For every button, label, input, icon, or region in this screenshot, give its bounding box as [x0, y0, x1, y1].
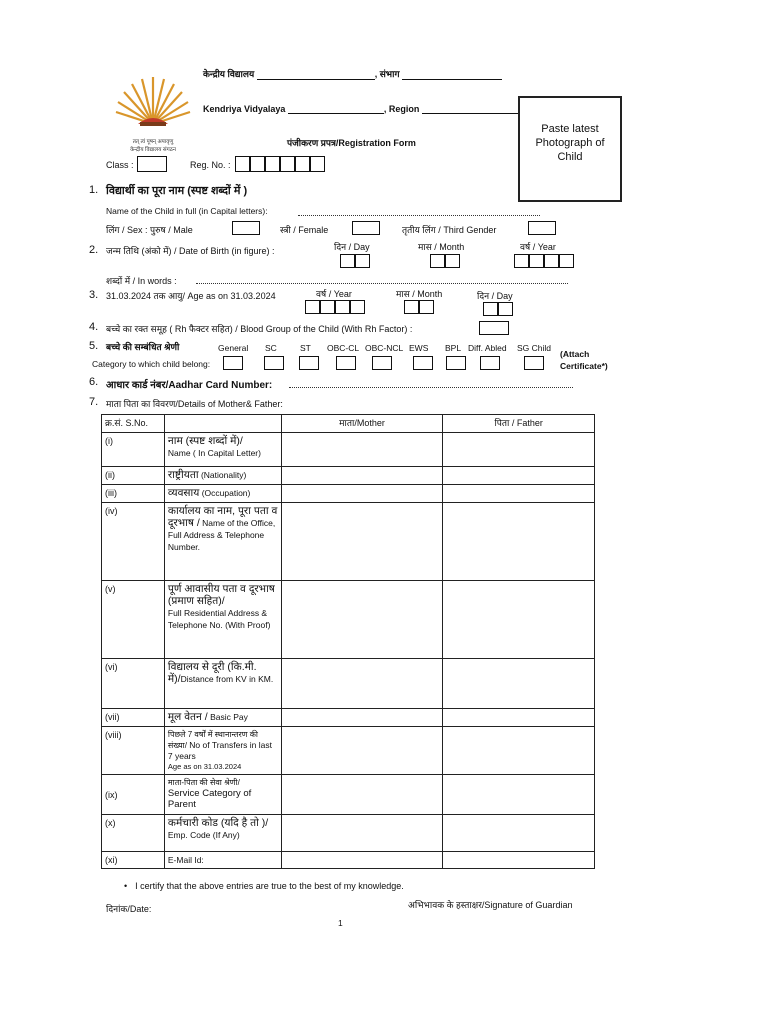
age-year-box[interactable]: [305, 300, 320, 314]
dob-year-box[interactable]: [529, 254, 544, 268]
table-row: [102, 467, 595, 485]
date-label: दिनांक/Date:: [106, 904, 152, 914]
father-cell[interactable]: [443, 775, 595, 815]
reg-label: Reg. No. :: [190, 160, 231, 170]
category-box[interactable]: [299, 356, 319, 370]
female-label: स्त्री / Female: [280, 225, 329, 235]
father-cell[interactable]: [443, 709, 595, 727]
reg-box[interactable]: [310, 156, 325, 172]
mother-cell[interactable]: [281, 709, 443, 727]
logo-motto: तत् त्वं पूषन् अपावृणु: [132, 139, 174, 145]
category-general-label: General: [218, 343, 249, 353]
father-cell[interactable]: [443, 659, 595, 709]
category-st-label: ST: [300, 343, 311, 353]
blood-group-box[interactable]: [479, 321, 509, 335]
dob-month-box[interactable]: [445, 254, 460, 268]
mother-cell[interactable]: [281, 852, 443, 869]
age-year-box[interactable]: [320, 300, 335, 314]
third-gender-label: तृतीय लिंग / Third Gender: [402, 225, 497, 235]
mother-cell[interactable]: [281, 503, 443, 581]
age-year-box[interactable]: [335, 300, 350, 314]
dob-year-box[interactable]: [514, 254, 529, 268]
row-sno: (vi): [102, 659, 165, 709]
q1-title: विद्यार्थी का पूरा नाम (स्पष्ट शब्दों में ): [106, 185, 248, 197]
table-row: [102, 485, 595, 503]
mother-cell[interactable]: [281, 775, 443, 815]
category-box[interactable]: [336, 356, 356, 370]
father-cell[interactable]: [443, 485, 595, 503]
row-label: विद्यालय से दूरी (कि.मी. में)/Distance from KV in KM.: [164, 659, 281, 709]
reg-box[interactable]: [295, 156, 310, 172]
q4-title: बच्चे का रक्त समूह ( Rh फैक्टर सहित) / Blood Group of the Child (With Rh Factor) :: [106, 324, 413, 334]
guardian-signature-label: अभिभावक के हस्ताक्षर/Signature of Guardian: [408, 900, 573, 910]
header-field: [164, 415, 281, 433]
age-month-label: मास / Month: [396, 289, 443, 299]
kvs-logo: [108, 72, 198, 153]
mother-cell[interactable]: [281, 581, 443, 659]
father-cell[interactable]: [443, 727, 595, 775]
father-cell[interactable]: [443, 852, 595, 869]
q1-subtitle: Name of the Child in full (in Capital letters):: [106, 206, 268, 216]
row-sno: (v): [102, 581, 165, 659]
category-diff-abled-label: Diff. Abled: [468, 343, 507, 353]
row-sno: (iii): [102, 485, 165, 503]
category-box[interactable]: [223, 356, 243, 370]
age-year-box[interactable]: [350, 300, 365, 314]
mother-cell[interactable]: [281, 727, 443, 775]
category-box[interactable]: [413, 356, 433, 370]
category-box[interactable]: [480, 356, 500, 370]
logo-org-name: केन्द्रीय विद्यालय संगठन: [130, 147, 176, 153]
row-sno: (x): [102, 815, 165, 852]
q5-subtitle: Category to which child belong:: [92, 359, 211, 369]
row-sno: (i): [102, 433, 165, 467]
q5-number: 5.: [89, 340, 99, 352]
category-box[interactable]: [372, 356, 392, 370]
q6-title: आधार कार्ड नंबर/Aadhar Card Number:: [106, 380, 273, 391]
dob-year-box[interactable]: [544, 254, 559, 268]
sex-label: लिंग / Sex : पुरुष / Male: [106, 225, 193, 235]
attach-certificate-note: (Attach Certificate*): [560, 349, 608, 371]
row-sno: (ix): [102, 775, 165, 815]
mother-cell[interactable]: [281, 815, 443, 852]
dob-year-label: वर्ष / Year: [520, 242, 556, 252]
table-row: [102, 659, 595, 709]
kv-hindi-field[interactable]: [257, 69, 375, 80]
row-label: नाम (स्पष्ट शब्दों में)/ Name ( In Capital Letter): [164, 433, 281, 467]
child-name-field[interactable]: [298, 215, 540, 216]
reg-box[interactable]: [250, 156, 265, 172]
q3-number: 3.: [89, 289, 99, 301]
dob-month-label: मास / Month: [418, 242, 465, 252]
third-gender-box[interactable]: [528, 221, 556, 235]
row-label: राष्ट्रीयता (Nationality): [164, 467, 281, 485]
row-sno: (viii): [102, 727, 165, 775]
reg-box[interactable]: [235, 156, 250, 172]
category-box[interactable]: [524, 356, 544, 370]
dob-day-label: दिन / Day: [334, 242, 370, 252]
row-sno: (ii): [102, 467, 165, 485]
sambhag-field[interactable]: [402, 69, 502, 80]
row-label: कर्मचारी कोड (यदि है तो )/ Emp. Code (If Any): [164, 815, 281, 852]
row-label: माता-पिता की सेवा श्रेणी/ Service Category of Parent: [164, 775, 281, 815]
dob-words-label: शब्दों में / In words :: [106, 276, 177, 286]
mother-cell[interactable]: [281, 467, 443, 485]
reg-box[interactable]: [265, 156, 280, 172]
q7-title: माता पिता का विवरण/Details of Mother& Father:: [106, 399, 283, 409]
father-cell[interactable]: [443, 467, 595, 485]
row-label: पिछले 7 वर्षों में स्थानान्तरण की संख्या/ No of Transfers in last 7 years Age as on 31.03.2024: [164, 727, 281, 775]
q2-number: 2.: [89, 244, 99, 256]
region-field[interactable]: [422, 103, 525, 114]
q7-number: 7.: [89, 396, 99, 408]
category-sg-child-label: SG Child: [517, 343, 552, 353]
mother-cell[interactable]: [281, 659, 443, 709]
category-obc-cl-label: OBC-CL: [327, 343, 360, 353]
q3-title: 31.03.2024 तक आयु/ Age as on 31.03.2024: [106, 291, 276, 301]
class-box[interactable]: [137, 156, 167, 172]
row-label: व्यवसाय (Occupation): [164, 485, 281, 503]
row-label: मूल वेतन / Basic Pay: [164, 709, 281, 727]
father-cell[interactable]: [443, 815, 595, 852]
dob-words-field[interactable]: [196, 283, 568, 284]
table-row: [102, 815, 595, 852]
row-label: E-Mail Id:: [164, 852, 281, 869]
age-day-label: दिन / Day: [477, 291, 513, 301]
row-label: पूर्ण आवासीय पता व दूरभाष (प्रमाण सहित)/ Full Residential Address & Telephone No. (With Proof): [164, 581, 281, 659]
kv-english-field[interactable]: [288, 103, 384, 114]
aadhar-field[interactable]: [289, 387, 573, 388]
table-header-row: [102, 415, 595, 433]
table-row: [102, 503, 595, 581]
mother-cell[interactable]: [281, 485, 443, 503]
category-ews-label: EWS: [409, 343, 429, 353]
q5-title: बच्चे की सम्बंधित श्रेणी: [106, 342, 180, 352]
dob-year-box[interactable]: [559, 254, 574, 268]
q1-number: 1.: [89, 184, 99, 196]
mother-cell[interactable]: [281, 433, 443, 467]
q6-number: 6.: [89, 376, 99, 388]
q4-number: 4.: [89, 321, 99, 333]
q2-title: जन्म तिथि (अंको में) / Date of Birth (in figure) :: [106, 246, 275, 256]
male-box[interactable]: [232, 221, 260, 235]
kv-english-row: Kendriya Vidyalaya , Region: [203, 103, 525, 114]
row-sno: (vii): [102, 709, 165, 727]
female-box[interactable]: [352, 221, 380, 235]
father-cell[interactable]: [443, 503, 595, 581]
category-box[interactable]: [264, 356, 284, 370]
bullet-icon: •: [124, 881, 128, 891]
page-number: 1: [338, 918, 343, 928]
parents-details-table: [101, 414, 595, 869]
dob-day-box[interactable]: [340, 254, 355, 268]
age-month-box[interactable]: [404, 300, 419, 314]
age-month-box[interactable]: [419, 300, 434, 314]
form-title: पंजीकरण प्रपत्र/Registration Form: [287, 138, 416, 148]
age-day-box[interactable]: [498, 302, 513, 316]
header-father: पिता / Father: [443, 415, 595, 433]
father-cell[interactable]: [443, 433, 595, 467]
table-row: [102, 852, 595, 869]
row-label: कार्यालय का नाम, पूरा पता व दूरभाष / Name of the Office, Full Address & Telephone Number.: [164, 503, 281, 581]
certify-statement: • I certify that the above entries are true to the best of my knowledge.: [124, 881, 404, 891]
category-obc-ncl-label: OBC-NCL: [365, 343, 404, 353]
photo-box[interactable]: Paste latest Photograph of Child: [518, 96, 622, 202]
row-sno: (xi): [102, 852, 165, 869]
reg-box[interactable]: [280, 156, 295, 172]
age-day-box[interactable]: [483, 302, 498, 316]
table-row: [102, 709, 595, 727]
class-label: Class :: [106, 160, 134, 170]
header-sno: क्र.सं. S.No.: [102, 415, 165, 433]
table-row: [102, 581, 595, 659]
header-mother: माता/Mother: [281, 415, 443, 433]
kv-hindi-row: केन्द्रीय विद्यालय , संभाग: [203, 67, 502, 80]
father-cell[interactable]: [443, 581, 595, 659]
sun-emblem-icon: [108, 72, 198, 132]
table-row: [102, 433, 595, 467]
row-sno: (iv): [102, 503, 165, 581]
category-box[interactable]: [446, 356, 466, 370]
table-row: [102, 727, 595, 775]
dob-month-box[interactable]: [430, 254, 445, 268]
table-row: [102, 775, 595, 815]
category-bpl-label: BPL: [445, 343, 462, 353]
dob-day-box[interactable]: [355, 254, 370, 268]
age-year-label: वर्ष / Year: [316, 289, 352, 299]
category-sc-label: SC: [265, 343, 277, 353]
